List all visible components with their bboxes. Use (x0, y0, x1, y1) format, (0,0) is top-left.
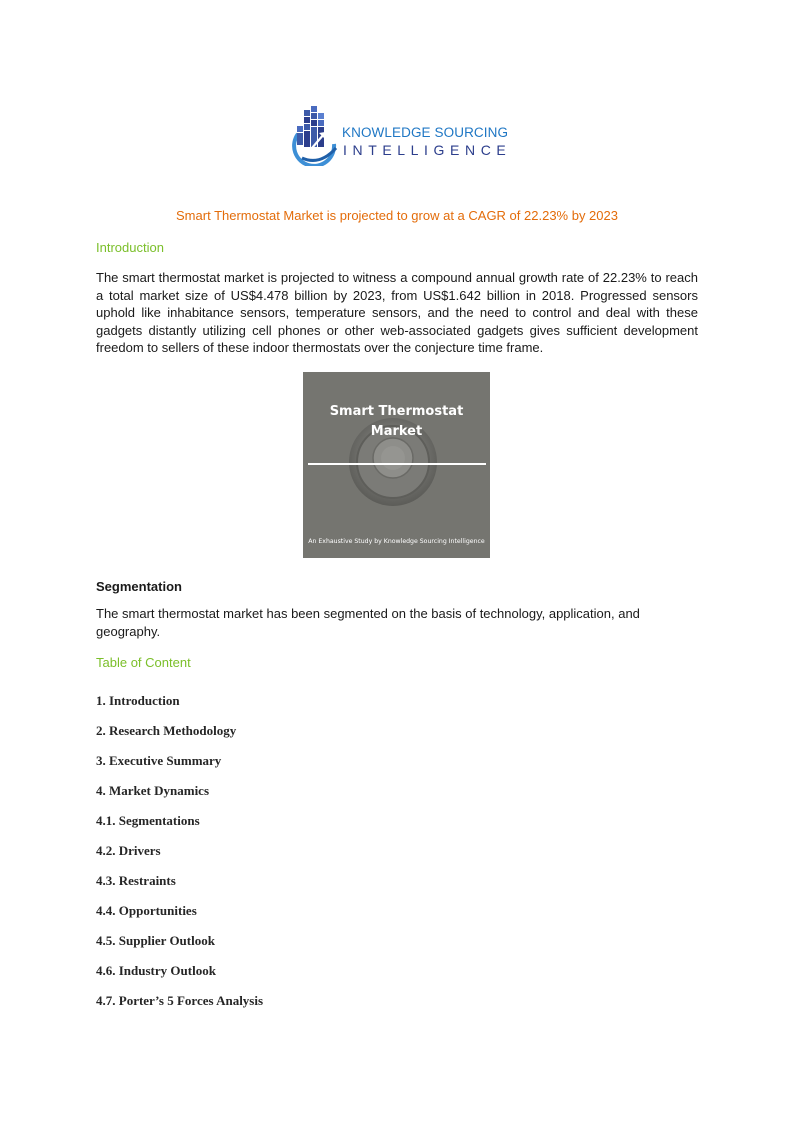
thermostat-photo-icon (303, 372, 490, 558)
segmentation-paragraph: The smart thermostat market has been segmented on the basis of technology, application, and geography. (96, 606, 640, 639)
toc-list (96, 693, 263, 1023)
toc-item: 4.4. Opportunities (96, 903, 197, 918)
toc-item: 4.5. Supplier Outlook (96, 933, 215, 948)
company-logo (290, 104, 510, 166)
cover-divider (308, 463, 486, 465)
cover-title (303, 402, 490, 442)
introduction-paragraph: The smart thermostat market is projected to witness a compound annual growth rate of 22.23% to reach a total market size of US$4.478 billion by 2023, from US$1.642 billion in 2018. Progressed sensors uphold like inhabitance sensors, temperature sensors, and the need to control and deal with these gadgets distantly utilizing cell phones or other web-associated gadgets gives sufficient development freedom to sellers of these indoor thermostats over the conjecture time frame. (96, 270, 698, 355)
logo-text-line1: KNOWLEDGE SOURCING (342, 125, 509, 140)
cover-title-line2: Market (370, 424, 423, 439)
cover-caption: An Exhaustive Study by Knowledge Sourcing Intelligence (308, 538, 485, 545)
toc-item: 4.3. Restraints (96, 873, 176, 888)
toc-item: 4.1. Segmentations (96, 813, 200, 828)
toc-heading: Table of Content (96, 655, 191, 670)
toc-item: 4.2. Drivers (96, 843, 161, 858)
cover-title-line1: Smart Thermostat (329, 404, 464, 419)
logo-text-line2: INTELLIGENCE (343, 142, 512, 158)
toc-item: 4.6. Industry Outlook (96, 963, 216, 978)
toc-item: 2. Research Methodology (96, 723, 237, 738)
report-cover-image (303, 372, 490, 558)
segmentation-heading: Segmentation (96, 579, 182, 594)
document-title: Smart Thermostat Market is projected to grow at a CAGR of 22.23% by 2023 (176, 208, 618, 223)
introduction-heading: Introduction (96, 240, 164, 255)
toc-item: 4.7. Porter’s 5 Forces Analysis (96, 993, 264, 1008)
toc-item: 4. Market Dynamics (96, 783, 210, 798)
toc-item: 3. Executive Summary (96, 753, 222, 768)
logo-building-icon (290, 104, 340, 166)
toc-item: 1. Introduction (96, 693, 180, 708)
